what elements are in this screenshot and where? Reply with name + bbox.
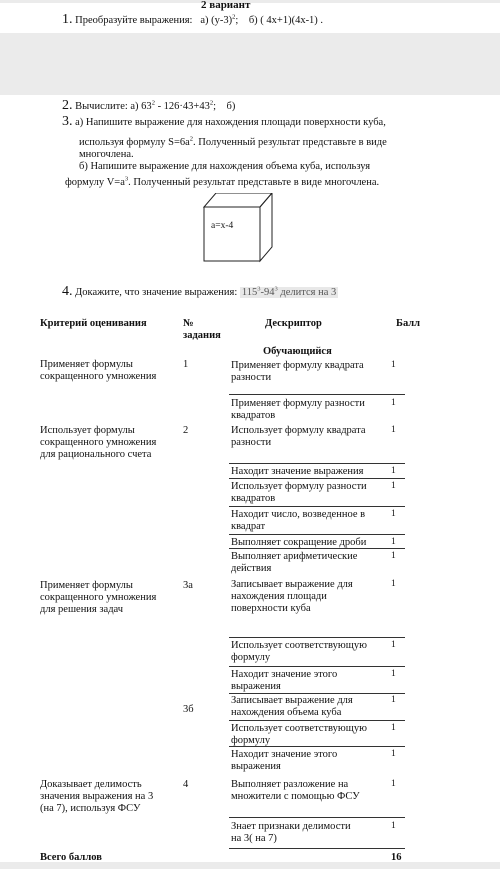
descriptor-text: Записывает выражение для — [231, 695, 353, 706]
total-value: 16 — [391, 852, 402, 863]
criterion-text: для рационального счета — [40, 449, 152, 460]
descriptor-text: выражения — [231, 761, 281, 772]
descriptor-text: выражения — [231, 681, 281, 692]
row-divider — [229, 394, 405, 395]
descriptor-text: Использует соответствующую — [231, 640, 367, 651]
criterion-text: для решения задач — [40, 604, 124, 615]
row-divider — [229, 637, 405, 638]
row-divider — [229, 720, 405, 721]
descriptor-text: Применяет формулу разности — [231, 398, 365, 409]
row-divider — [229, 817, 405, 818]
descriptor-text: нахождения объема куба — [231, 707, 342, 718]
score-cell: 1 — [391, 481, 396, 491]
task-number: 1. — [62, 12, 73, 27]
cube-label: a=x-4 — [211, 221, 234, 231]
row-divider — [229, 693, 405, 694]
descriptor-text: Использует формулу разности — [231, 481, 367, 492]
descriptor-text: Применяет формулу квадрата — [231, 360, 364, 371]
criterion-text: (на 7), используя ФСУ — [40, 803, 141, 814]
task-2: 2. Вычислите: а) $63^2 - 126\cdot 43+43^2$; б) — [62, 98, 236, 113]
task-number: 2. — [62, 98, 73, 113]
row-divider — [229, 666, 405, 667]
score-cell: 1 — [391, 821, 396, 831]
criterion-text: сокращенного умножения — [40, 437, 157, 448]
descriptor-text: на 3( на 7) — [231, 833, 277, 844]
descriptor-text: Находит значение выражения — [231, 466, 364, 477]
task-number: 4. — [62, 284, 73, 299]
score-cell: 1 — [391, 398, 396, 408]
header-num-2: задания — [183, 330, 221, 341]
total-label: Всего баллов — [40, 852, 102, 863]
score-cell: 1 — [391, 779, 396, 789]
descriptor-text: нахождения площади — [231, 591, 327, 602]
descriptor-text: формулу — [231, 735, 271, 746]
descriptor-text: формулу — [231, 652, 271, 663]
score-cell: 1 — [391, 537, 396, 547]
header-descriptor: Дескриптор — [265, 318, 322, 329]
criterion-text: Использует формулы — [40, 425, 135, 436]
variant-title: 2 вариант — [201, 0, 251, 11]
criterion-text: Применяет формулы — [40, 359, 133, 370]
row-divider — [229, 463, 405, 464]
task-number: 3. — [62, 114, 73, 129]
score-cell: 1 — [391, 695, 396, 705]
task-number-cell: 4 — [183, 779, 189, 790]
score-cell: 1 — [391, 669, 396, 679]
separator-band — [0, 33, 500, 95]
descriptor-text: Выполняет сокращение дроби — [231, 537, 367, 548]
descriptor-text: разности — [231, 372, 272, 383]
descriptor-text: действия — [231, 563, 272, 574]
descriptor-text: квадрат — [231, 521, 266, 532]
row-divider — [229, 478, 405, 479]
descriptor-text: Использует соответствующую — [231, 723, 367, 734]
criterion-text: Доказывает делимость — [40, 779, 142, 790]
task-1: 1. Преобразуйте выражения: а) $(у-3)^2$; б) ( 4х+1)(4х-1) . — [62, 12, 324, 27]
score-cell: 1 — [391, 579, 396, 589]
score-cell: 1 — [391, 640, 396, 650]
task-number-cell: 3а — [183, 580, 193, 591]
score-cell: 1 — [391, 360, 396, 370]
descriptor-text: Находит значение этого — [231, 749, 338, 760]
row-divider — [229, 506, 405, 507]
row-divider — [229, 848, 405, 849]
task-number-cell: 3б — [183, 704, 194, 715]
header-num: № — [183, 318, 194, 329]
descriptor-text: Выполняет арифметические — [231, 551, 358, 562]
score-cell: 1 — [391, 509, 396, 519]
criterion-text: сокращенного умножения — [40, 371, 157, 382]
row-divider — [229, 548, 405, 549]
score-cell: 1 — [391, 551, 396, 561]
descriptor-text: Выполняет разложение на — [231, 779, 349, 790]
row-divider — [229, 746, 405, 747]
highlighted-expression: $115^3-94^3$ делится на 3 — [241, 285, 337, 298]
score-cell: 1 — [391, 466, 396, 476]
task-number-cell: 1 — [183, 359, 189, 370]
score-cell: 1 — [391, 723, 396, 733]
header-score: Балл — [396, 318, 421, 329]
task-3: 3. а) Напишите выражение для нахождения площади поверхности куба, — [62, 114, 386, 129]
descriptor-text: квадратов — [231, 493, 276, 504]
row-divider — [229, 534, 405, 535]
descriptor-text: Находит значение этого — [231, 669, 338, 680]
task-4: 4. Докажите, что значение выражения: $115^3-94^3$ делится на 3 — [62, 284, 337, 299]
descriptor-text: Использует формулу квадрата — [231, 425, 366, 436]
criterion-text: Применяет формулы — [40, 580, 133, 591]
descriptor-text: множители с помощью ФСУ — [231, 791, 360, 802]
descriptor-text: квадратов — [231, 410, 276, 421]
descriptor-text: разности — [231, 437, 272, 448]
descriptor-text: Записывает выражение для — [231, 579, 353, 590]
score-cell: 1 — [391, 425, 396, 435]
criterion-text: сокращенного умножения — [40, 592, 157, 603]
descriptor-text: Находит число, возведенное в — [231, 509, 366, 520]
score-cell: 1 — [391, 749, 396, 759]
header-criterion: Критерий оценивания — [40, 318, 147, 329]
criterion-text: значения выражения на 3 — [40, 791, 154, 802]
descriptor-text: Знает признаки делимости — [231, 821, 351, 832]
task-number-cell: 2 — [183, 425, 189, 436]
student-label: Обучающийся — [263, 346, 332, 357]
descriptor-text: поверхности куба — [231, 603, 311, 614]
